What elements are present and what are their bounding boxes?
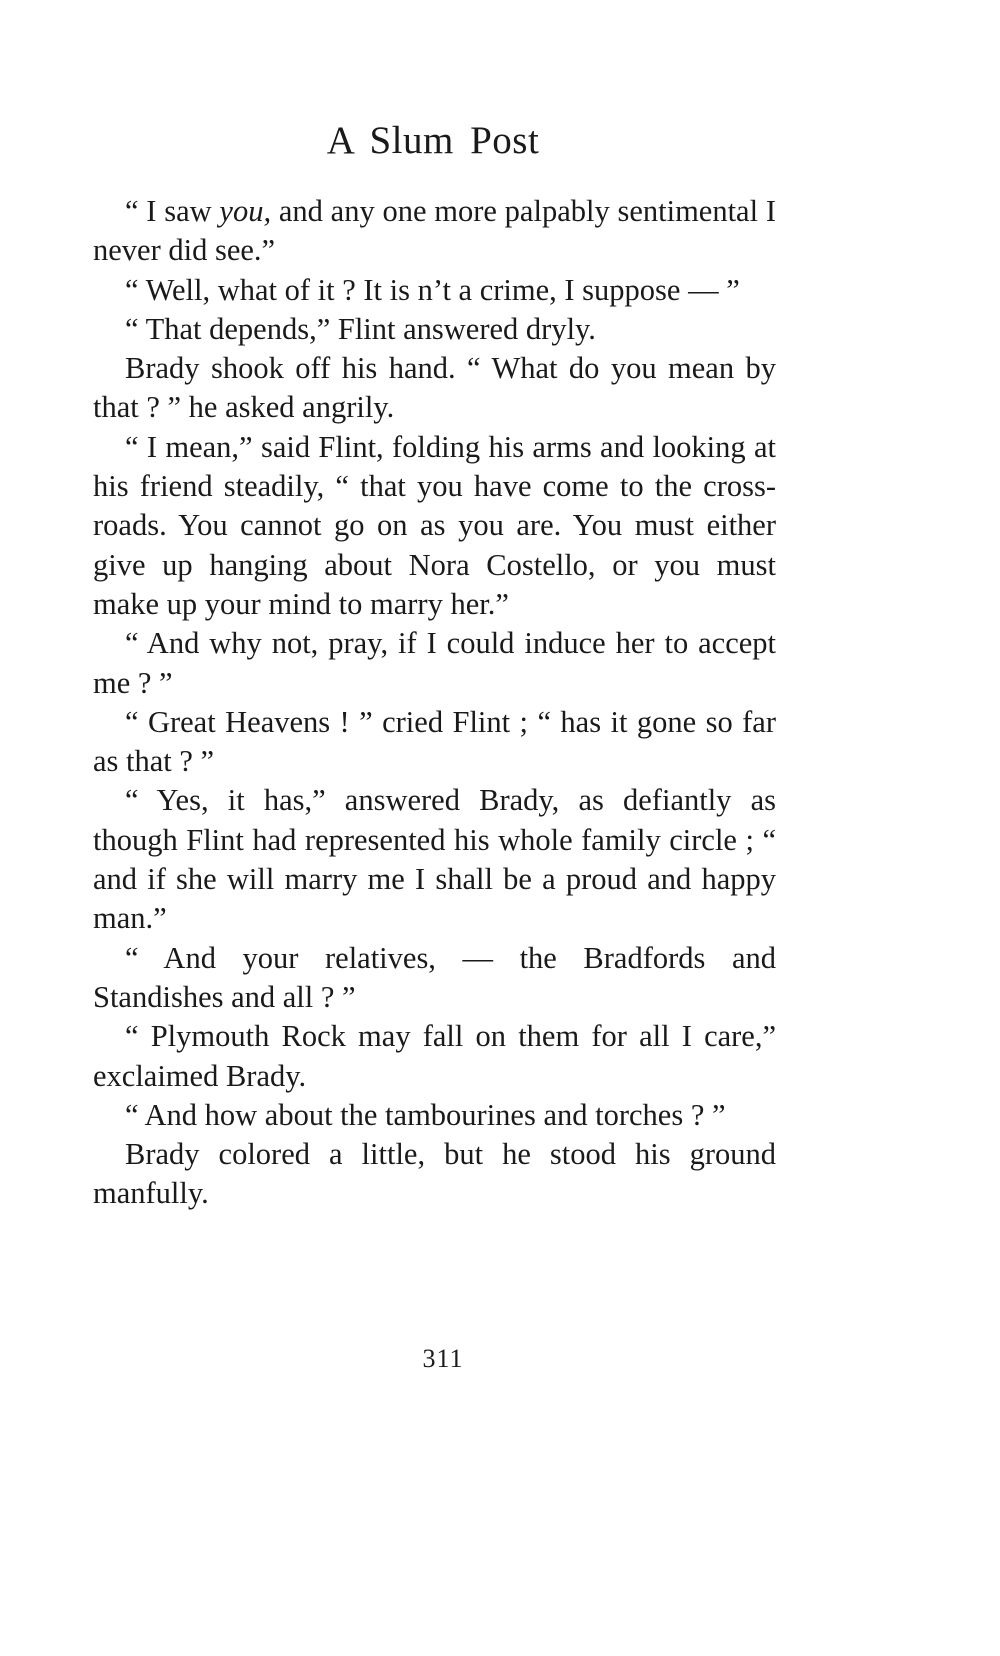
- paragraph: Brady colored a little, but he stood his ground manfully.: [93, 1137, 776, 1211]
- paragraph: “ That depends,” Flint answered dryly.: [125, 311, 596, 346]
- paragraph: Brady shook off his hand. “ What do you mean by that ? ” he asked angrily.: [93, 351, 776, 425]
- paragraph-text: and any one more palpably sentimental I never did see.”: [93, 194, 776, 268]
- page-number: 311: [422, 1344, 464, 1373]
- paragraph: “ And how about the tambourines and torches ? ”: [125, 1097, 726, 1132]
- paragraph: “ And your relatives, — the Bradfords and Standishes and all ? ”: [93, 940, 776, 1014]
- paragraph-text: “ I saw: [125, 194, 220, 228]
- paragraph: “ And why not, pray, if I could induce her to accept me ? ”: [93, 626, 776, 700]
- paragraph: “ Yes, it has,” answered Brady, as defiantly as though Flint had represented his whole family circle ; “ and if she will marry me I shall be a proud and happy man.”: [93, 783, 776, 936]
- running-head: A Slum Post: [326, 119, 540, 162]
- paragraph: “ Great Heavens ! ” cried Flint ; “ has it gone so far as that ? ”: [93, 704, 776, 779]
- body-text: [93, 192, 776, 1214]
- paragraph: “ I mean,” said Flint, folding his arms and looking at his friend steadily, “ that you have come to the cross-roads. You cannot go on as you are. You must either give up hanging about Nora Costello, or you must make up your mind to marry her.”: [93, 429, 776, 621]
- emphasized-word: you,: [219, 194, 272, 228]
- paragraph: [93, 192, 776, 271]
- paragraph: “ Well, what of it ? It is n’t a crime, I suppose — ”: [125, 272, 740, 307]
- paragraph: “ Plymouth Rock may fall on them for all I care,” exclaimed Brady.: [93, 1019, 776, 1093]
